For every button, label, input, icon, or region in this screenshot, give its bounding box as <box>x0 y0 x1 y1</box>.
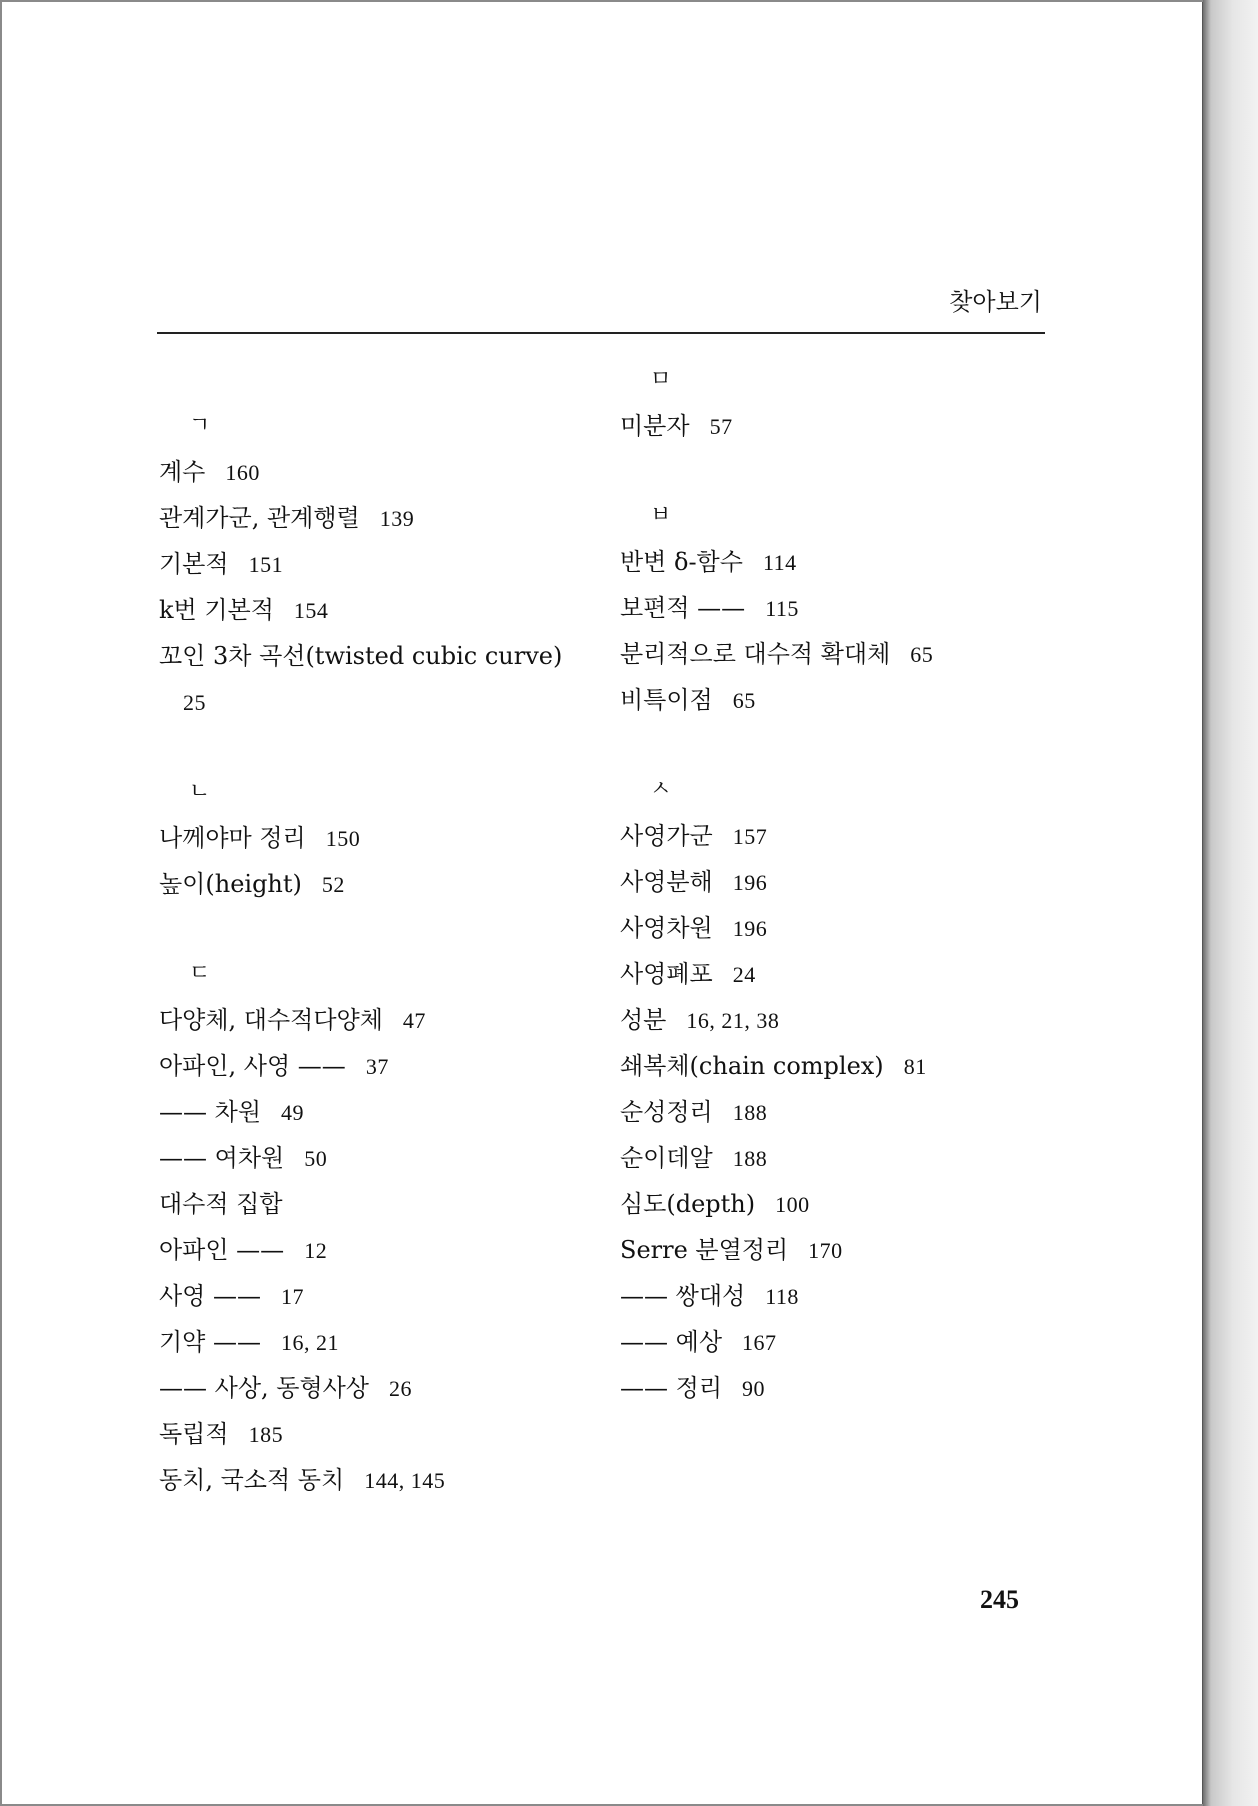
index-entry-term: 순이데알 <box>620 1144 713 1172</box>
index-entry-pages: 157 <box>732 824 768 849</box>
index-group-letter: ㅂ <box>650 503 672 528</box>
index-group <box>620 493 1060 723</box>
index-entry-pages: 16, 21, 38 <box>686 1008 780 1033</box>
index-entry-pages: 24 <box>732 962 756 987</box>
index-entry <box>620 951 1060 997</box>
index-entry-pages: 154 <box>293 598 329 623</box>
index-entry-pages: 52 <box>321 872 345 897</box>
index-entry-term: 관계가군, 관계행렬 <box>159 504 360 532</box>
index-entry <box>159 1457 599 1503</box>
index-group-letter: ㄱ <box>189 413 211 438</box>
index-entry <box>159 1365 599 1411</box>
index-entry <box>620 1319 1060 1365</box>
index-entry-pages: 17 <box>281 1284 304 1309</box>
viewer-right-gutter <box>1203 0 1258 1806</box>
index-entry-term: 미분자 <box>620 412 690 440</box>
index-entry-term: —— 여차원 <box>159 1144 285 1172</box>
index-entry <box>159 1089 599 1135</box>
index-entry-term: 다양체, 대수적다양체 <box>159 1006 383 1034</box>
index-entry <box>159 633 599 679</box>
index-entry <box>159 1181 599 1227</box>
index-entry-term: —— 쌍대성 <box>620 1282 746 1310</box>
index-entry <box>159 679 599 725</box>
index-group <box>159 951 599 1503</box>
index-entry-pages: 65 <box>910 642 934 667</box>
index-entry-pages: 150 <box>325 826 361 851</box>
index-entry <box>159 541 599 587</box>
index-entry-term: —— 사상, 동형사상 <box>159 1374 369 1402</box>
index-entry-term: 높이(height) <box>159 870 302 898</box>
index-entry-term: 사영차원 <box>620 914 713 942</box>
index-entry-term: Serre 분열정리 <box>620 1236 789 1264</box>
index-entry-pages: 115 <box>765 596 799 621</box>
index-entry-pages: 160 <box>225 460 260 485</box>
index-group-letter: ㄴ <box>189 779 211 804</box>
index-entry <box>159 1319 599 1365</box>
index-entry-term: 꼬인 3차 곡선(twisted cubic curve) <box>159 642 563 670</box>
index-entry-pages: 90 <box>742 1376 765 1401</box>
index-entry-term: 사영폐포 <box>620 960 713 988</box>
index-entry-term: 아파인, 사영 —— <box>159 1052 346 1080</box>
index-entry-term: 분리적으로 대수적 확대체 <box>620 640 891 668</box>
index-group-letter: ㅅ <box>650 777 672 802</box>
index-column-right <box>620 357 1060 1455</box>
index-entry-pages: 26 <box>389 1376 412 1401</box>
index-entry-term: 성분 <box>620 1006 667 1034</box>
index-entry <box>620 1273 1060 1319</box>
index-entry-pages: 81 <box>903 1054 927 1079</box>
index-column-left <box>159 357 599 1547</box>
index-entry-pages: 49 <box>281 1100 304 1125</box>
index-entry-term: —— 차원 <box>159 1098 261 1126</box>
index-entry <box>620 1043 1060 1089</box>
header-rule <box>157 332 1045 334</box>
index-entry-term: 비특이점 <box>620 686 713 714</box>
index-entry-term: 기본적 <box>159 550 229 578</box>
index-entry-pages: 100 <box>775 1192 810 1217</box>
index-entry-pages: 16, 21 <box>281 1330 339 1355</box>
index-entry-term: 심도(depth) <box>620 1190 756 1218</box>
index-entry <box>620 539 1060 585</box>
index-group-letter: ㅁ <box>650 367 672 392</box>
index-entry-term: 동치, 국소적 동치 <box>159 1466 345 1494</box>
index-entry-term: 반변 δ-함수 <box>620 548 743 576</box>
index-entry-term: —— 정리 <box>620 1374 722 1402</box>
index-entry-pages: 170 <box>808 1238 843 1263</box>
index-entry-pages: 167 <box>742 1330 777 1355</box>
index-group <box>159 769 599 907</box>
index-entry <box>159 861 599 907</box>
index-entry-term: 독립적 <box>159 1420 229 1448</box>
index-entry <box>620 585 1060 631</box>
page-number: 245 <box>980 1585 1019 1614</box>
index-entry-pages: 118 <box>765 1284 799 1309</box>
index-entry-term: 사영 —— <box>159 1282 261 1310</box>
index-entry <box>620 1135 1060 1181</box>
index-entry-term: 계수 <box>159 458 206 486</box>
index-group-letter: ㄷ <box>189 961 211 986</box>
index-entry <box>620 677 1060 723</box>
index-entry-pages: 185 <box>248 1422 284 1447</box>
column-spacer <box>159 357 599 403</box>
index-entry-term: 순성정리 <box>620 1098 713 1126</box>
index-entry-pages: 188 <box>732 1100 768 1125</box>
index-entry-term: 사영분해 <box>620 868 713 896</box>
index-entry <box>159 495 599 541</box>
index-group <box>620 357 1060 449</box>
index-entry-pages: 50 <box>304 1146 328 1171</box>
index-entry-term: 보편적 —— <box>620 594 746 622</box>
index-entry-pages: 65 <box>732 688 756 713</box>
index-entry <box>620 1089 1060 1135</box>
index-entry-pages: 144, 145 <box>364 1468 446 1493</box>
index-entry-pages: 47 <box>402 1008 426 1033</box>
index-entry-pages: 188 <box>732 1146 768 1171</box>
index-group <box>620 767 1060 1411</box>
index-entry <box>159 1227 599 1273</box>
index-entry <box>620 997 1060 1043</box>
index-entry-term: k번 기본적 <box>159 596 274 624</box>
index-entry <box>620 859 1060 905</box>
index-entry-term: 대수적 집합 <box>159 1190 283 1218</box>
index-entry <box>620 403 1060 449</box>
index-entry-pages: 57 <box>709 414 733 439</box>
index-entry-pages: 114 <box>762 550 797 575</box>
index-entry <box>620 1181 1060 1227</box>
index-entry-pages: 196 <box>732 870 768 895</box>
index-entry <box>159 815 599 861</box>
index-entry <box>159 1135 599 1181</box>
index-entry <box>620 813 1060 859</box>
book-page <box>2 2 1203 1804</box>
index-entry-term: 쇄복체(chain complex) <box>620 1052 884 1080</box>
index-entry <box>620 905 1060 951</box>
index-entry-term: 기약 —— <box>159 1328 261 1356</box>
index-entry <box>159 587 599 633</box>
index-entry-pages: 12 <box>304 1238 328 1263</box>
index-entry-pages: 37 <box>365 1054 389 1079</box>
running-header-title: 찾아보기 <box>949 288 1042 316</box>
index-entry-pages: 151 <box>248 552 284 577</box>
index-entry-term: 나께야마 정리 <box>159 824 306 852</box>
index-entry <box>159 449 599 495</box>
index-group <box>159 403 599 725</box>
index-entry <box>620 1365 1060 1411</box>
index-entry-term: 사영가군 <box>620 822 713 850</box>
index-entry <box>159 1273 599 1319</box>
index-entry <box>620 631 1060 677</box>
index-entry-pages: 25 <box>183 690 206 715</box>
index-entry <box>620 1227 1060 1273</box>
index-entry-term: 아파인 —— <box>159 1236 285 1264</box>
index-entry-pages: 196 <box>732 916 768 941</box>
index-entry <box>159 1411 599 1457</box>
index-entry <box>159 1043 599 1089</box>
index-entry-term: —— 예상 <box>620 1328 722 1356</box>
index-entry <box>159 997 599 1043</box>
index-entry-pages: 139 <box>379 506 415 531</box>
